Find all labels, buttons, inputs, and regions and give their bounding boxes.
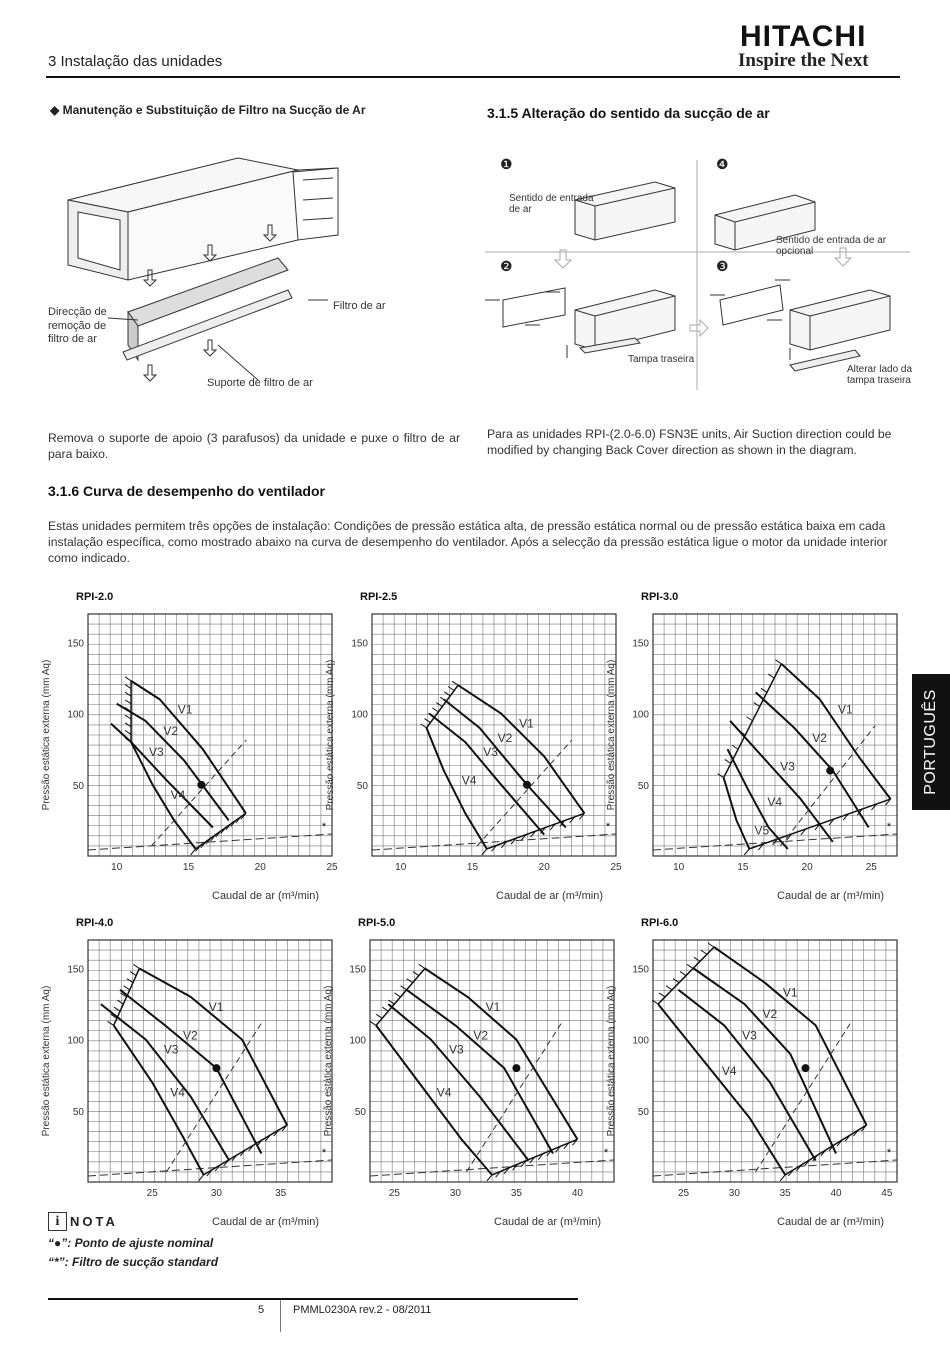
chart-title: RPI-6.0: [641, 917, 679, 929]
chart-xlabel: Caudal de ar (m³/min): [496, 890, 603, 902]
fan-curve-v2: [407, 990, 553, 1154]
curve-label: V4: [461, 773, 477, 788]
y-tick-label: 100: [632, 709, 649, 721]
chart-plot: [67, 940, 332, 1199]
footer-rule: [48, 1298, 578, 1300]
suction-paragraph: Para as unidades RPI-(2.0-6.0) FSN3E units, Air Suction direction could be modified by changing Back Cover direction as shown in the diagram.: [487, 427, 892, 457]
x-tick-label: 10: [111, 862, 123, 873]
chart-plot: [632, 940, 897, 1199]
y-tick-label: 50: [72, 1106, 84, 1118]
curve-label: V2: [762, 1007, 778, 1022]
fan-curve-v2: [120, 990, 261, 1154]
x-tick-label: 15: [466, 862, 479, 873]
x-tick-label: 40: [830, 1188, 842, 1199]
step-4-badge: ❹: [716, 156, 729, 172]
curve-label: V3: [149, 745, 164, 760]
x-tick-label: 30: [449, 1188, 461, 1199]
operating-limit-bottom: [492, 1139, 577, 1175]
y-tick-label: 150: [632, 964, 649, 976]
filter-support-label: Suporte de filtro de ar: [207, 377, 313, 389]
chart-title: RPI-5.0: [358, 917, 396, 929]
fan-curve-v4: [114, 1025, 204, 1175]
curve-label: V2: [812, 730, 827, 745]
x-tick-label: 35: [275, 1188, 287, 1199]
suction-direction-heading: 3.1.5 Alteração do sentido da sucção de ar: [487, 105, 770, 121]
nominal-point: [212, 1064, 220, 1072]
y-tick-label: 150: [67, 638, 84, 650]
chart-xlabel: Caudal de ar (m³/min): [494, 1216, 601, 1228]
y-tick-label: 150: [632, 638, 649, 650]
step-1-badge: ❶: [500, 156, 513, 172]
chart-grid: [653, 614, 897, 856]
x-tick-label: 15: [182, 862, 195, 873]
curve-label: V2: [473, 1028, 489, 1043]
x-tick-label: 35: [779, 1188, 791, 1199]
footer-separator: [280, 1300, 281, 1332]
chart-title: RPI-3.0: [641, 591, 679, 603]
y-tick-label: 150: [67, 964, 84, 976]
y-tick-label: 100: [351, 709, 368, 721]
chart-plot: [349, 940, 614, 1199]
air-filter-label: Filtro de ar: [333, 300, 386, 312]
hitachi-logo: HITACHI: [740, 20, 867, 53]
x-tick-label: 25: [326, 862, 338, 873]
y-tick-label: 100: [349, 1035, 366, 1047]
curve-label: V1: [837, 702, 853, 717]
x-tick-label: 25: [865, 862, 877, 873]
curve-label: V1: [519, 716, 534, 731]
language-tab-label: PORTUGUÊS: [922, 689, 939, 795]
x-tick-label: 45: [881, 1188, 893, 1199]
filter-maintenance-heading: ◆ Manutenção e Substituição de Filtro na Sucção de Ar: [50, 103, 366, 117]
curve-label: V2: [183, 1028, 198, 1043]
removal-direction-label: Direcção de remoção de filtro de ar: [48, 306, 107, 345]
x-tick-label: 35: [510, 1188, 522, 1199]
tagline: Inspire the Next: [738, 50, 869, 71]
curve-label: V1: [177, 702, 193, 717]
chart-plot: [67, 614, 338, 873]
language-tab[interactable]: [912, 674, 950, 810]
filter-removal-paragraph: Remova o suporte de apoio (3 parafusos) da unidade e puxe o filtro de ar para baixo.: [48, 431, 460, 461]
x-tick-label: 25: [677, 1188, 690, 1199]
header-rule: [46, 76, 900, 78]
fan-curve-v1: [458, 685, 584, 813]
chart-title: RPI-4.0: [76, 917, 114, 929]
y-tick-label: 50: [356, 780, 368, 792]
nominal-point: [512, 1064, 520, 1072]
y-tick-label: 50: [354, 1106, 366, 1118]
note-title: NOTA: [70, 1214, 118, 1229]
filter-marker: *: [321, 1147, 327, 1159]
nominal-point: [826, 767, 834, 775]
diamond-bullet-icon: ◆: [50, 103, 60, 117]
curve-label: V4: [767, 794, 783, 809]
curve-label: V2: [497, 730, 513, 745]
curve-label: V3: [449, 1042, 464, 1057]
nominal-point: [197, 781, 205, 789]
filter-marker: *: [605, 821, 611, 833]
chart-grid: [88, 940, 332, 1182]
x-tick-label: 25: [610, 862, 622, 873]
filter-marker: *: [886, 821, 892, 833]
fan-curve-v4: [427, 728, 487, 849]
fan-curve-v4: [658, 1004, 785, 1175]
x-tick-label: 10: [395, 862, 407, 873]
x-tick-label: 25: [388, 1188, 400, 1199]
chart-title: RPI-2.5: [360, 591, 398, 603]
y-tick-label: 150: [351, 638, 368, 650]
step-2-badge: ❷: [500, 258, 513, 274]
y-tick-label: 50: [637, 1106, 649, 1118]
curve-label: V1: [208, 999, 224, 1014]
y-tick-label: 50: [72, 780, 84, 792]
change-cover-label: Alterar lado da tampa traseira: [847, 364, 913, 386]
curve-label: V1: [485, 999, 501, 1014]
y-tick-label: 100: [67, 709, 84, 721]
x-tick-label: 20: [538, 862, 550, 873]
back-cover-label: Tampa traseira: [628, 354, 695, 365]
limit-hatching: [421, 681, 585, 855]
x-tick-label: 25: [146, 1188, 158, 1199]
y-tick-label: 50: [637, 780, 649, 792]
filter-marker: *: [886, 1147, 892, 1159]
fan-curve-heading: 3.1.6 Curva de desempenho do ventilador: [48, 483, 325, 499]
note-item-filter: “*”: Filtro de sucção standard: [48, 1255, 219, 1269]
document-reference: PMML0230A rev.2 - 08/2011: [293, 1304, 432, 1316]
nominal-point: [523, 781, 531, 789]
fan-curve-v5: [724, 778, 750, 849]
curve-label: V3: [163, 1042, 179, 1057]
chart-grid: [653, 940, 897, 1182]
y-tick-label: 100: [632, 1035, 649, 1047]
curve-label: V4: [721, 1064, 737, 1078]
chart-xlabel: Caudal de ar (m³/min): [777, 890, 884, 902]
x-tick-label: 30: [210, 1188, 222, 1199]
note-block: [48, 1212, 218, 1269]
note-item-nominal: “●”: Ponto de ajuste nominal: [48, 1236, 214, 1250]
filter-marker: *: [321, 821, 327, 833]
curve-label: V3: [483, 745, 498, 760]
step-3-badge: ❸: [716, 258, 729, 274]
curve-label: V4: [436, 1085, 452, 1100]
chart-xlabel: Caudal de ar (m³/min): [212, 890, 319, 902]
filter-removal-illustration: [48, 140, 448, 400]
curve-label: V5: [754, 823, 770, 838]
x-tick-label: 30: [728, 1188, 740, 1199]
info-icon: i: [48, 1212, 67, 1231]
chart-title: RPI-2.0: [76, 591, 114, 603]
fan-curve-v3: [678, 990, 815, 1161]
curve-label: V4: [170, 787, 186, 802]
operating-limit-top: [114, 968, 140, 1025]
optional-entry-label: Sentido de entrada de ar opcional: [776, 235, 887, 257]
nominal-point: [802, 1064, 810, 1072]
air-entry-label: Sentido de entrada de ar: [509, 193, 594, 215]
curve-label: V4: [170, 1085, 185, 1100]
x-tick-label: 20: [801, 862, 813, 873]
curve-label: V3: [780, 759, 795, 774]
y-tick-label: 100: [67, 1035, 84, 1047]
x-tick-label: 15: [737, 862, 749, 873]
y-tick-label: 150: [349, 964, 366, 976]
chart-grid: [370, 940, 614, 1182]
x-tick-label: 20: [254, 862, 266, 873]
page-number: 5: [258, 1304, 265, 1316]
chart-xlabel: Caudal de ar (m³/min): [777, 1216, 884, 1228]
system-curve: [780, 726, 875, 846]
section-title: 3 Instalação das unidades: [48, 53, 223, 70]
filter-marker: *: [603, 1147, 609, 1159]
chart-plot: [632, 614, 897, 873]
x-tick-label: 10: [673, 862, 685, 873]
curve-label: V2: [163, 723, 179, 738]
curve-label: V3: [742, 1028, 757, 1043]
fan-curve-paragraph: Estas unidades permitem três opções de instalação: Condições de pressão estática alta, de pressão estática normal ou de pressão estática baixa em cada instalação específica, como mostrado abaixo na curva de desempenho do ventilador. Após a selecção da pressão estática ligue o motor da unidade interior como indicado.: [48, 519, 888, 565]
fan-curve-v1: [714, 947, 867, 1125]
curve-label: V1: [782, 985, 798, 1000]
chart-xlabel: Caudal de ar (m³/min): [212, 1216, 319, 1228]
chart-grid: [372, 614, 616, 856]
x-tick-label: 40: [571, 1188, 583, 1199]
chart-plot: [351, 614, 622, 873]
fan-curve-v4: [376, 1025, 492, 1175]
